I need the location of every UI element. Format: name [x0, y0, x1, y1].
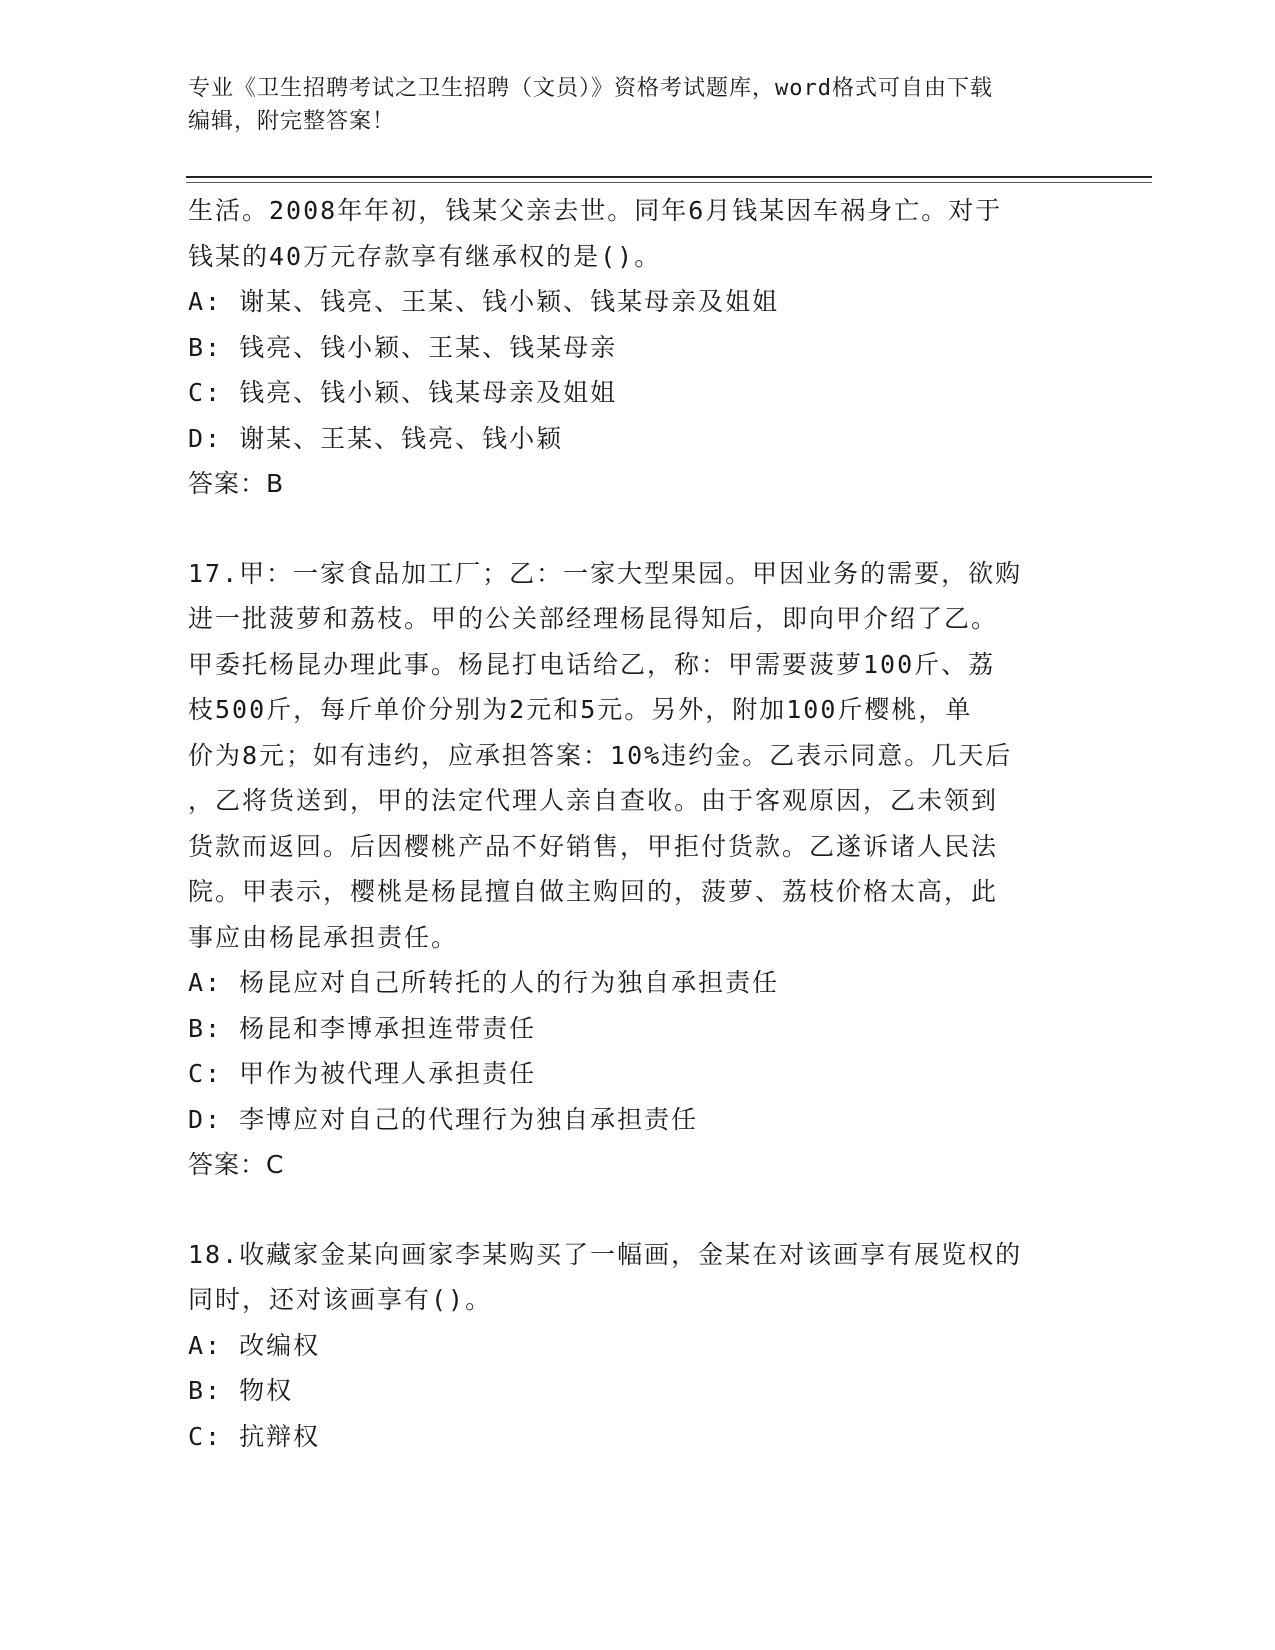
- document-body: [188, 188, 1088, 1459]
- question-16: [188, 188, 1088, 507]
- document-header: [188, 72, 1088, 138]
- question-stem-line: 价为8元；如有违约，应承担答案：10%违约金。乙表示同意。几天后: [188, 740, 1013, 770]
- header-line-1: 专业《卫生招聘考试之卫生招聘（文员）》资格考试题库，word格式可自由下载: [188, 76, 993, 101]
- answer-line: 答案：C: [188, 1150, 285, 1179]
- option-a: A: 杨昆应对自己所转托的人的行为独自承担责任: [188, 968, 780, 997]
- header-rule-thin: [186, 182, 1152, 183]
- option-b: B: 杨昆和李博承担连带责任: [188, 1013, 537, 1043]
- option-b: B: 钱亮、钱小颖、王某、钱某母亲: [188, 332, 618, 362]
- option-c: C: 甲作为被代理人承担责任: [188, 1059, 537, 1088]
- option-d: D: 李博应对自己的代理行为独自承担责任: [188, 1104, 699, 1134]
- option-c: C: 抗辩权: [188, 1421, 321, 1451]
- option-a: A: 谢某、钱亮、王某、钱小颖、钱某母亲及姐姐: [188, 287, 780, 316]
- question-stem-line: 18.收藏家金某向画家李某购买了一幅画，金某在对该画享有展览权的: [188, 1239, 1023, 1269]
- spacer: [188, 1188, 1088, 1232]
- question-stem-line: 枝500斤，每斤单价分别为2元和5元。另外，附加100斤樱桃，单: [188, 695, 973, 724]
- question-stem-line: 甲委托杨昆办理此事。杨昆打电话给乙，称：甲需要菠萝100斤、荔: [188, 649, 996, 679]
- question-stem-line: 进一批菠萝和荔枝。甲的公关部经理杨昆得知后，即向甲介绍了乙。: [188, 604, 999, 633]
- option-b: B: 物权: [188, 1376, 294, 1405]
- answer-line: 答案：B: [188, 469, 285, 498]
- spacer: [188, 507, 1088, 551]
- option-d: D: 谢某、王某、钱亮、钱小颖: [188, 423, 564, 453]
- question-17: [188, 551, 1088, 1188]
- question-stem-line: 院。甲表示，樱桃是杨昆擅自做主购回的，菠萝、荔枝价格太高，此: [188, 877, 999, 906]
- question-stem-line: 事应由杨昆承担责任。: [188, 922, 459, 952]
- question-stem-line: 货款而返回。后因樱桃产品不好销售，甲拒付货款。乙遂诉诸人民法: [188, 831, 999, 861]
- header-rule-thick: [186, 176, 1152, 178]
- header-line-2: 编辑，附完整答案！: [188, 109, 396, 134]
- question-18: [188, 1232, 1088, 1460]
- question-stem-line: 同时，还对该画享有()。: [188, 1285, 493, 1314]
- question-stem-line: 17.甲：一家食品加工厂；乙：一家大型果园。甲因业务的需要，欲购: [188, 558, 1023, 588]
- question-stem-line: 生活。2008年年初，钱某父亲去世。同年6月钱某因车祸身亡。对于: [188, 196, 1003, 225]
- option-a: A: 改编权: [188, 1330, 321, 1360]
- question-stem-line: ，乙将货送到，甲的法定代理人亲自查收。由于客观原因，乙未领到: [188, 786, 999, 815]
- question-stem-line: 钱某的40万元存款享有继承权的是()。: [188, 241, 662, 271]
- option-c: C: 钱亮、钱小颖、钱某母亲及姐姐: [188, 378, 618, 407]
